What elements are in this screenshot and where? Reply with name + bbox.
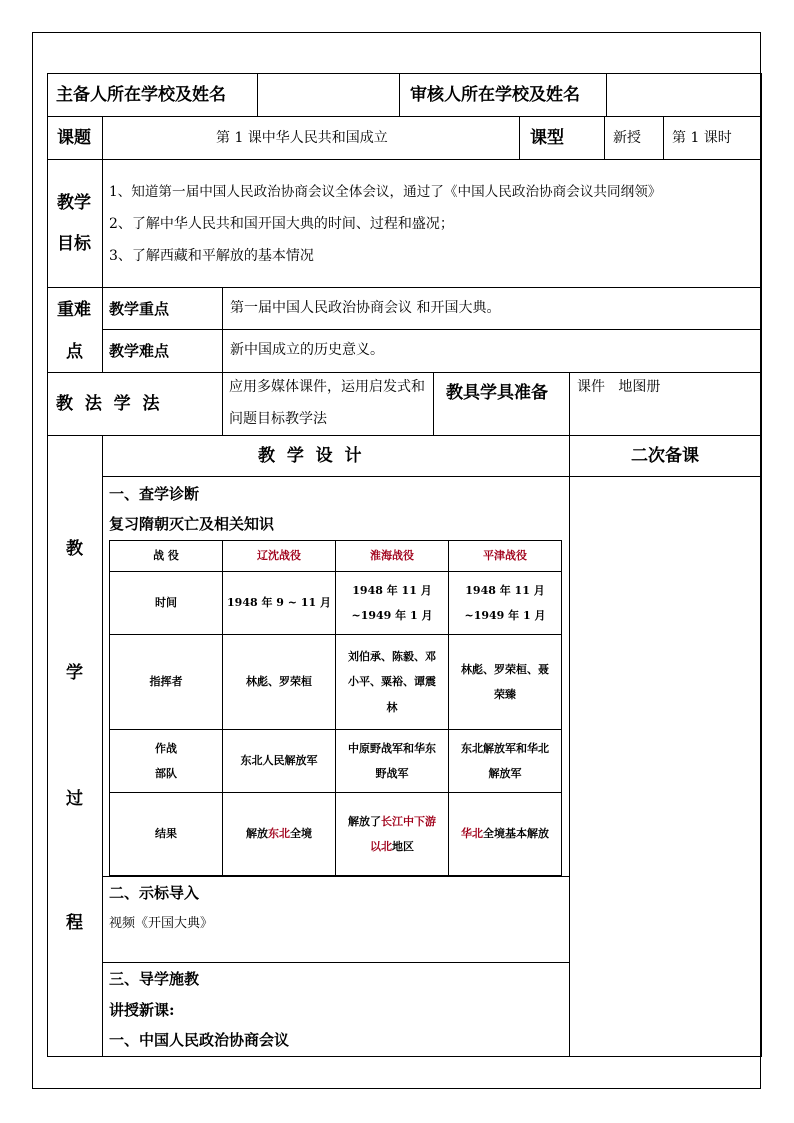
section1-title: 一、查学诊断 — [109, 485, 200, 503]
campaign-troops-huaihai: 中原野战军和华东 野战军 — [335, 729, 449, 793]
difficulty-label-cell — [102, 329, 223, 373]
campaign-commander-huaihai: 刘伯承、陈毅、邓 小平、粟裕、谭震 林 — [335, 634, 449, 730]
campaign-commander-label: 指挥者 — [109, 634, 223, 730]
objective-item-3: 3、了解西藏和平解放的基本情况 — [109, 248, 314, 264]
design-header: 教 学 设 计 — [258, 446, 362, 466]
campaign-header-3: 平津战役 — [448, 540, 562, 572]
topic-label-cell — [47, 116, 103, 160]
type-label-cell — [519, 116, 605, 160]
design-header-cell — [102, 435, 570, 477]
section2-body: 视频《开国大典》 — [109, 916, 214, 931]
methods-value-cell — [222, 372, 434, 436]
objectives-content-cell — [102, 159, 762, 288]
topic-label: 课题 — [57, 128, 91, 148]
tools-value: 课件 地图册 — [577, 379, 661, 395]
difficulty-label: 教学难点 — [109, 342, 170, 360]
difficulty-value-cell — [222, 329, 762, 373]
keypoints-label-1: 重难 — [57, 300, 91, 320]
campaign-commander-liaoshen: 林彪、罗荣桓 — [222, 634, 336, 730]
objectives-label-cell — [47, 159, 103, 288]
period-value: 第 1 课时 — [672, 130, 732, 146]
objective-item-2: 2、了解中华人民共和国开国大典的时间、过程和盛况； — [109, 216, 454, 232]
topic-value: 第 1 课中华人民共和国成立 — [216, 130, 388, 146]
section2-cell — [102, 876, 570, 963]
difficulty-value: 新中国成立的历史意义。 — [230, 342, 384, 358]
preparer-label-cell — [47, 73, 258, 117]
methods-value-line2: 问题目标教学法 — [229, 411, 327, 427]
campaign-time-liaoshen: 1948 年 9 ~ 11 月 — [222, 571, 336, 635]
tools-label-cell — [433, 372, 570, 436]
second-prep-header-cell — [569, 435, 762, 477]
tools-label: 教具学具准备 — [446, 383, 548, 403]
second-prep-cell[interactable] — [569, 476, 762, 1057]
objective-item-1: 1、知道第一届中国人民政治协商会议全体会议，通过了《中国人民政治协商会议共同纲领》 — [109, 184, 662, 200]
keypoints-label-2: 点 — [66, 342, 83, 362]
process-label-char-1: 教 — [66, 539, 83, 559]
objectives-label-2: 目标 — [57, 234, 91, 254]
campaign-header-2: 淮海战役 — [335, 540, 449, 572]
process-label-char-4: 程 — [66, 913, 83, 933]
campaign-troops-liaoshen: 东北人民解放军 — [222, 729, 336, 793]
campaign-time-huaihai: 1948 年 11 月 ~1949 年 1 月 — [335, 571, 449, 635]
methods-label-cell — [47, 372, 223, 436]
topic-value-cell — [102, 116, 520, 160]
campaign-result-label: 结果 — [109, 792, 223, 876]
campaign-time-pingjin: 1948 年 11 月 ~1949 年 1 月 — [448, 571, 562, 635]
focus-label: 教学重点 — [109, 300, 170, 318]
focus-label-cell — [102, 287, 223, 330]
objectives-label-1: 教学 — [57, 193, 91, 213]
keypoints-label-cell — [47, 287, 103, 373]
campaign-result-liaoshen: 解放东北全境 — [222, 792, 336, 876]
methods-value-line1: 应用多媒体课件，运用启发式和 — [229, 379, 425, 395]
section3-title: 三、导学施教 — [109, 970, 200, 988]
campaign-result-pingjin: 华北全境基本解放 — [448, 792, 562, 876]
period-cell — [663, 116, 762, 160]
second-prep-header: 二次备课 — [631, 446, 699, 466]
campaign-time-label: 时间 — [109, 571, 223, 635]
campaign-header-0: 战 役 — [109, 540, 223, 572]
section3-sub: 讲授新课: — [109, 1001, 175, 1019]
section2-title: 二、示标导入 — [109, 884, 200, 902]
campaign-troops-pingjin: 东北解放军和华北 解放军 — [448, 729, 562, 793]
process-label-char-2: 学 — [66, 663, 83, 683]
campaign-result-huaihai: 解放了长江中下游 以北地区 — [335, 792, 449, 876]
type-value-cell — [604, 116, 664, 160]
methods-label: 教 法 学 法 — [56, 394, 160, 414]
preparer-label: 主备人所在学校及姓名 — [56, 85, 226, 105]
campaign-commander-pingjin: 林彪、罗荣桓、聂 荣臻 — [448, 634, 562, 730]
section3-cell — [102, 962, 570, 1057]
reviewer-value-cell[interactable] — [606, 73, 762, 117]
campaign-troops-label: 作战 部队 — [109, 729, 223, 793]
type-label: 课型 — [530, 128, 564, 148]
reviewer-label: 审核人所在学校及姓名 — [410, 85, 580, 105]
reviewer-label-cell — [399, 73, 607, 117]
section1-subtitle: 复习隋朝灭亡及相关知识 — [109, 515, 275, 533]
tools-value-cell — [569, 372, 762, 436]
process-label-char-3: 过 — [66, 789, 83, 809]
section3-heading: 一、中国人民政治协商会议 — [109, 1031, 290, 1049]
focus-value: 第一届中国人民政治协商会议 和开国大典。 — [230, 300, 501, 316]
focus-value-cell — [222, 287, 762, 330]
preparer-value-cell[interactable] — [257, 73, 400, 117]
type-value: 新授 — [613, 130, 641, 146]
process-label-cell — [47, 435, 103, 1057]
campaign-header-1: 辽沈战役 — [222, 540, 336, 572]
